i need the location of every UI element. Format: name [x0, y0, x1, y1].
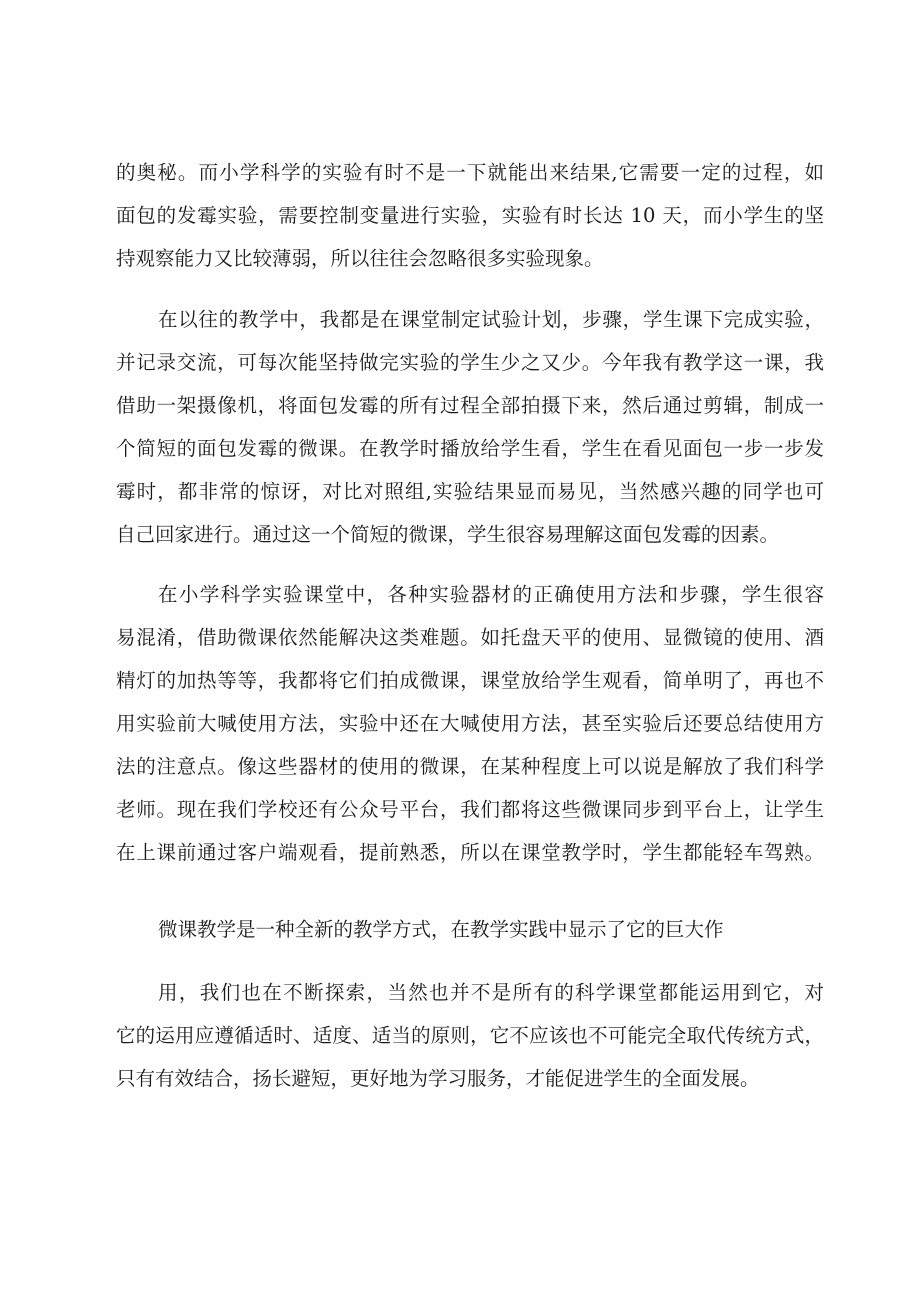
text-line: 用，我们也在不断探索，当然也并不是所有的科学课堂都能运用到它，对	[158, 981, 824, 1004]
text-line: 的奥秘。而小学科学的实验有时不是一下就能出来结果,它需要一定的过程，如	[116, 161, 824, 184]
text-line: 霉时，都非常的惊讶，对比对照组,实验结果显而易见，当然感兴趣的同学也可	[116, 480, 824, 503]
text-line: 法的注意点。像这些器材的使用的微课，在某种程度上可以说是解放了我们科学	[116, 755, 824, 778]
text-line: 并记录交流，可每次能坚持做完实验的学生少之又少。今年我有教学这一课，我	[116, 351, 824, 374]
text-line: 易混淆，借助微课依然能解决这类难题。如托盘天平的使用、显微镜的使用、酒	[116, 626, 824, 649]
text-line: 在上课前通过客户端观看，提前熟悉，所以在课堂教学时，学生都能轻车驾熟。	[116, 841, 824, 864]
text-line: 用实验前大喊使用方法，实验中还在大喊使用方法，甚至实验后还要总结使用方	[116, 712, 824, 735]
text-line: 持观察能力又比较薄弱，所以往往会忽略很多实验现象。	[116, 247, 604, 270]
text-line: 只有有效结合，扬长避短，更好地为学习服务，才能促进学生的全面发展。	[116, 1067, 760, 1090]
text-line: 微课教学是一种全新的教学方式，在教学实践中显示了它的巨大作	[158, 918, 724, 941]
text-line: 面包的发霉实验，需要控制变量进行实验，实验有时长达 10 天，而小学生的坚	[116, 204, 824, 227]
text-line: 在小学科学实验课堂中，各种实验器材的正确使用方法和步骤，学生很容	[158, 583, 824, 606]
text-line: 老师。现在我们学校还有公众号平台，我们都将这些微课同步到平台上，让学生	[116, 798, 824, 821]
text-line: 自己回家进行。通过这一个简短的微课，学生很容易理解这面包发霉的因素。	[116, 523, 780, 546]
text-line: 个简短的面包发霉的微课。在教学时播放给学生看，学生在看见面包一步一步发	[116, 437, 824, 460]
text-line: 精灯的加热等等，我都将它们拍成微课，课堂放给学生观看，简单明了，再也不	[116, 669, 824, 692]
text-line: 借助一架摄像机，将面包发霉的所有过程全部拍摄下来，然后通过剪辑，制成一	[116, 394, 824, 417]
text-line: 在以往的教学中，我都是在课堂制定试验计划，步骤，学生课下完成实验，	[158, 308, 824, 331]
text-line: 它的运用应遵循适时、适度、适当的原则，它不应该也不可能完全取代传统方式，	[116, 1024, 824, 1047]
